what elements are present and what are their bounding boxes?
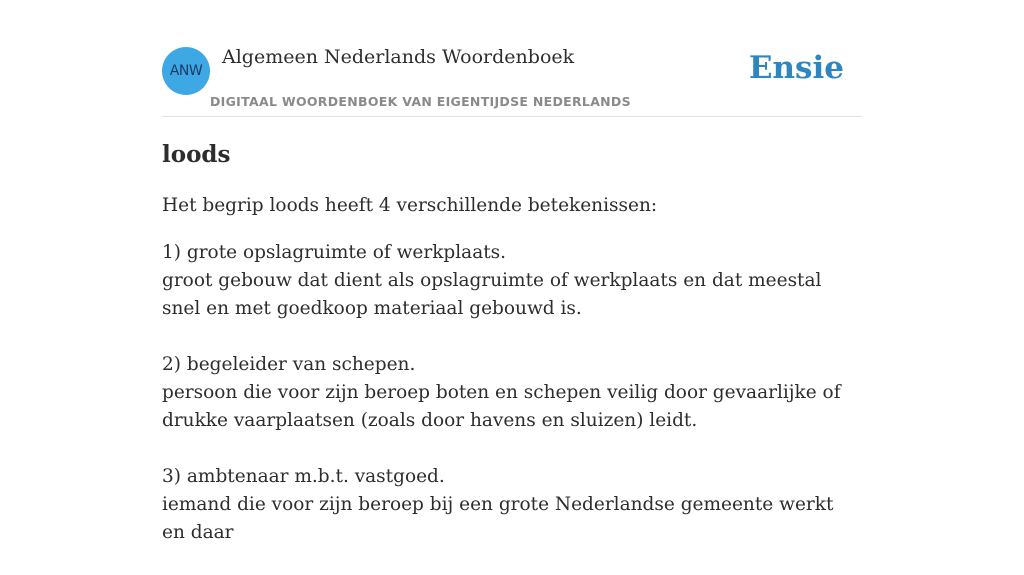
site-header (162, 0, 862, 117)
meaning-title: 3) ambtenaar m.b.t. vastgoed. (162, 466, 445, 487)
site-subtitle: DIGITAAL WOORDENBOEK VAN EIGENTIJDSE NEDERLANDS (210, 94, 631, 109)
meaning-item (162, 239, 862, 323)
anw-logo[interactable] (162, 47, 210, 95)
entry-intro: Het begrip loods heeft 4 verschillende betekenissen: (162, 195, 658, 216)
logo-text: ANW (169, 63, 203, 79)
meaning-title: 1) grote opslagruimte of werkplaats. (162, 242, 507, 263)
entry-word: loods (162, 141, 231, 168)
meaning-definition: persoon die voor zijn beroep boten en schepen veilig door gevaarlijke of drukke vaarplaatsen (zoals door havens en sluizen) leidt. (162, 382, 841, 431)
ensie-brand-logo[interactable]: Ensie (748, 50, 844, 86)
entry-content (162, 140, 862, 575)
meaning-title: 2) begeleider van schepen. (162, 354, 416, 375)
meaning-item (162, 351, 862, 435)
meaning-item (162, 463, 862, 547)
meaning-definition: groot gebouw dat dient als opslagruimte of werkplaats en dat meestal snel en met goedkoop materiaal gebouwd is. (162, 270, 822, 319)
meaning-definition: iemand die voor zijn beroep bij een grote Nederlandse gemeente werkt en daar (162, 494, 834, 543)
site-title[interactable]: Algemeen Nederlands Woordenboek (222, 46, 575, 68)
